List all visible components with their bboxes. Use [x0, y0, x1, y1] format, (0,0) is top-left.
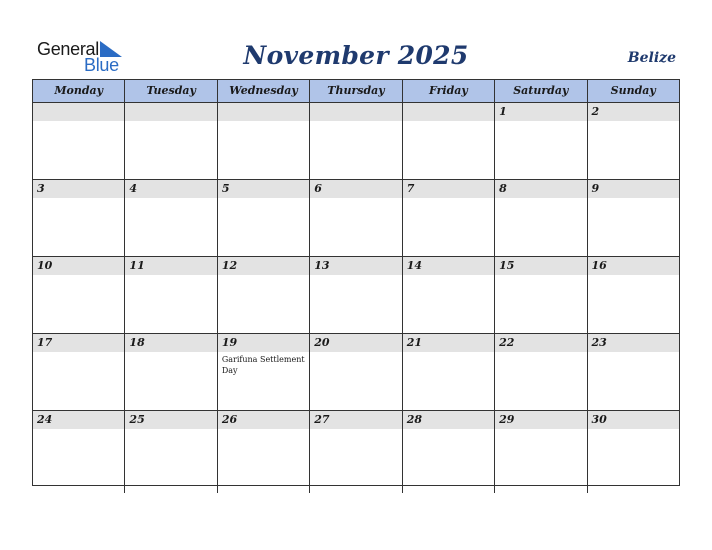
week-row — [33, 334, 679, 411]
week-row — [33, 103, 679, 180]
day-number: 7 — [403, 180, 494, 198]
day-number — [403, 103, 494, 121]
day-number: 28 — [403, 411, 494, 429]
day-number: 15 — [495, 257, 586, 275]
week-row — [33, 180, 679, 257]
day-cell — [218, 180, 310, 256]
weekday-header: Tuesday — [125, 80, 217, 102]
day-number: 29 — [495, 411, 586, 429]
day-number: 10 — [33, 257, 124, 275]
day-number: 19 — [218, 334, 309, 352]
day-cell — [218, 411, 310, 493]
day-cell — [403, 180, 495, 256]
day-cell — [33, 334, 125, 410]
day-cell — [125, 103, 217, 179]
logo-text-blue: Blue — [84, 55, 119, 75]
day-cell — [33, 103, 125, 179]
day-cell — [218, 103, 310, 179]
day-cell — [310, 103, 402, 179]
day-cell — [218, 334, 310, 410]
day-cell — [310, 180, 402, 256]
week-row — [33, 411, 679, 493]
day-number: 11 — [125, 257, 216, 275]
day-cell — [495, 411, 587, 493]
day-cell — [588, 180, 679, 256]
day-cell — [310, 411, 402, 493]
day-cell — [33, 411, 125, 493]
day-number: 9 — [588, 180, 679, 198]
day-number: 22 — [495, 334, 586, 352]
day-number: 30 — [588, 411, 679, 429]
day-number — [33, 103, 124, 121]
day-number: 18 — [125, 334, 216, 352]
holiday-event: Garifuna Settlement Day — [221, 355, 305, 375]
day-number: 16 — [588, 257, 679, 275]
day-number: 8 — [495, 180, 586, 198]
day-cell — [33, 180, 125, 256]
weekday-header: Sunday — [610, 84, 656, 97]
day-number — [218, 103, 309, 121]
weekday-header: Monday — [33, 80, 125, 102]
day-cell — [218, 257, 310, 333]
day-cell — [495, 180, 587, 256]
day-number: 23 — [588, 334, 679, 352]
day-cell — [403, 411, 495, 493]
day-number — [125, 103, 216, 121]
day-number: 13 — [310, 257, 401, 275]
day-number: 1 — [495, 103, 586, 121]
day-cell — [588, 411, 679, 493]
weekday-header: Friday — [403, 80, 495, 102]
day-cell — [495, 103, 587, 179]
day-cell — [33, 257, 125, 333]
day-number: 14 — [403, 257, 494, 275]
day-cell — [310, 334, 402, 410]
day-number: 26 — [218, 411, 309, 429]
weekday-header-row — [33, 80, 679, 103]
calendar-grid — [32, 79, 680, 486]
day-number — [310, 103, 401, 121]
day-cell — [588, 257, 679, 333]
day-number: 6 — [310, 180, 401, 198]
day-number: 12 — [218, 257, 309, 275]
day-cell — [403, 257, 495, 333]
day-cell — [403, 334, 495, 410]
day-cell — [310, 257, 402, 333]
day-cell — [588, 334, 679, 410]
day-number: 24 — [33, 411, 124, 429]
day-number: 4 — [125, 180, 216, 198]
day-cell — [125, 257, 217, 333]
day-number: 17 — [33, 334, 124, 352]
weekday-header: Thursday — [310, 80, 402, 102]
day-number: 25 — [125, 411, 216, 429]
day-cell — [588, 103, 679, 179]
day-cell — [403, 103, 495, 179]
day-number: 5 — [218, 180, 309, 198]
day-cell — [495, 257, 587, 333]
day-number: 20 — [310, 334, 401, 352]
day-number: 21 — [403, 334, 494, 352]
day-cell — [125, 180, 217, 256]
day-number: 3 — [33, 180, 124, 198]
day-number: 27 — [310, 411, 401, 429]
calendar-title: November 2025 — [243, 41, 469, 70]
day-cell — [495, 334, 587, 410]
country-label: Belize — [627, 50, 676, 66]
day-number: 2 — [588, 103, 679, 121]
week-row — [33, 257, 679, 334]
logo-text-general: General — [37, 39, 99, 59]
day-cell — [125, 411, 217, 493]
weekday-header: Saturday — [495, 80, 587, 102]
day-cell — [125, 334, 217, 410]
weekday-header: Wednesday — [218, 80, 310, 102]
